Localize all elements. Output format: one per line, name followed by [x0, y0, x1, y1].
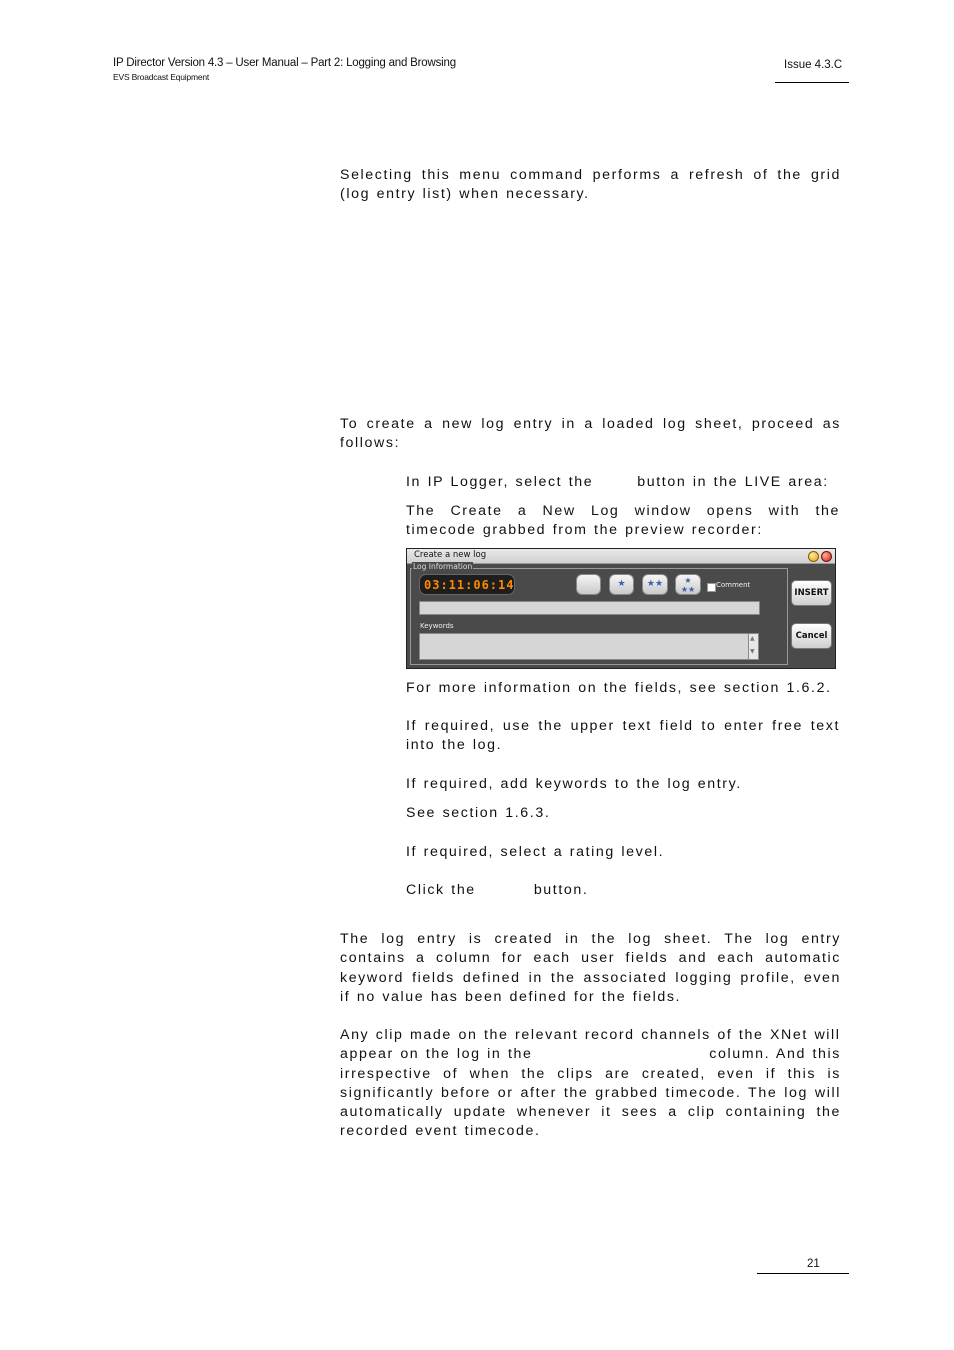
comment-checkbox[interactable]	[707, 583, 716, 592]
clip-line-1: Any clip made on the relevant record channels of the XNet will	[340, 1027, 841, 1043]
clip-line-2	[340, 1045, 841, 1064]
cancel-button[interactable]: Cancel	[791, 623, 832, 649]
header-title: IP Director Version 4.3 – User Manual – Part 2: Logging and Browsing	[113, 57, 456, 69]
dialog-title: Create a new log	[414, 550, 487, 560]
one-star-icon[interactable]: ★	[609, 574, 634, 595]
clip-line-2-b: column. And this	[709, 1046, 841, 1063]
step1-text-a: In IP Logger, select the	[406, 474, 594, 490]
step-click-insert	[406, 881, 840, 900]
step-select-button	[406, 473, 840, 492]
empty-rating-icon[interactable]	[576, 574, 601, 595]
minimize-icon[interactable]	[808, 551, 819, 562]
keywords-scrollbar[interactable]	[748, 633, 759, 660]
log-information-label: Log Information	[413, 562, 473, 571]
step-rating: If required, select a rating level.	[406, 844, 665, 860]
clip-paragraph	[340, 1026, 841, 1142]
step-window-opens: The Create a New Log window opens with the timecode grabbed from the preview recorder:	[406, 503, 840, 539]
result-paragraph: The log entry is created in the log sheet. The log entry contains a column for each user fields and each automatic keyword fields defined in the associated logging profile, even if no value has been defined for the fields.	[340, 931, 841, 1005]
step-free-text: If required, use the upper text field to enter free text into the log.	[406, 718, 840, 754]
page-number: 21	[807, 1258, 820, 1270]
step-fields-info: For more information on the fields, see section 1.6.2.	[406, 680, 832, 696]
footer-rule	[757, 1273, 849, 1274]
scroll-down-icon[interactable]: ▼	[750, 648, 755, 655]
header-rule	[775, 82, 849, 83]
create-log-dialog	[406, 548, 836, 669]
step1-text-b: button in the LIVE area:	[637, 474, 829, 490]
step-keywords: If required, add keywords to the log entry.	[406, 776, 742, 792]
two-stars-icon[interactable]: ★★	[642, 574, 668, 595]
step-click-text-a: Click the	[406, 882, 476, 898]
refresh-paragraph: Selecting this menu command performs a refresh of the grid (log entry list) when necessary.	[340, 167, 841, 203]
close-icon[interactable]	[821, 551, 832, 562]
three-stars-icon[interactable]: ★ ★★	[675, 574, 701, 595]
clip-line-2-a: appear on the log in the	[340, 1046, 533, 1063]
clip-rest: irrespective of when the clips are created, even if this is significantly before or after the grabbed timecode. The log will automatically update whenever it sees a clip containing the recorded event timecode.	[340, 1065, 841, 1140]
header-issue: Issue 4.3.C	[784, 59, 843, 71]
comment-label: Comment	[716, 581, 751, 589]
keywords-field[interactable]	[419, 633, 749, 660]
keywords-label: Keywords	[420, 622, 454, 630]
intro-paragraph: To create a new log entry in a loaded log sheet, proceed as follows:	[340, 416, 841, 452]
insert-button[interactable]: INSERT	[791, 580, 832, 606]
scroll-up-icon[interactable]: ▲	[750, 635, 755, 642]
timecode-display	[419, 574, 515, 595]
header-subtitle: EVS Broadcast Equipment	[113, 72, 210, 82]
free-text-field[interactable]	[419, 601, 760, 615]
step-click-text-b: button.	[533, 882, 589, 898]
step-keywords-see: See section 1.6.3.	[406, 805, 551, 821]
timecode-value: 03:11:06:14	[424, 578, 515, 592]
